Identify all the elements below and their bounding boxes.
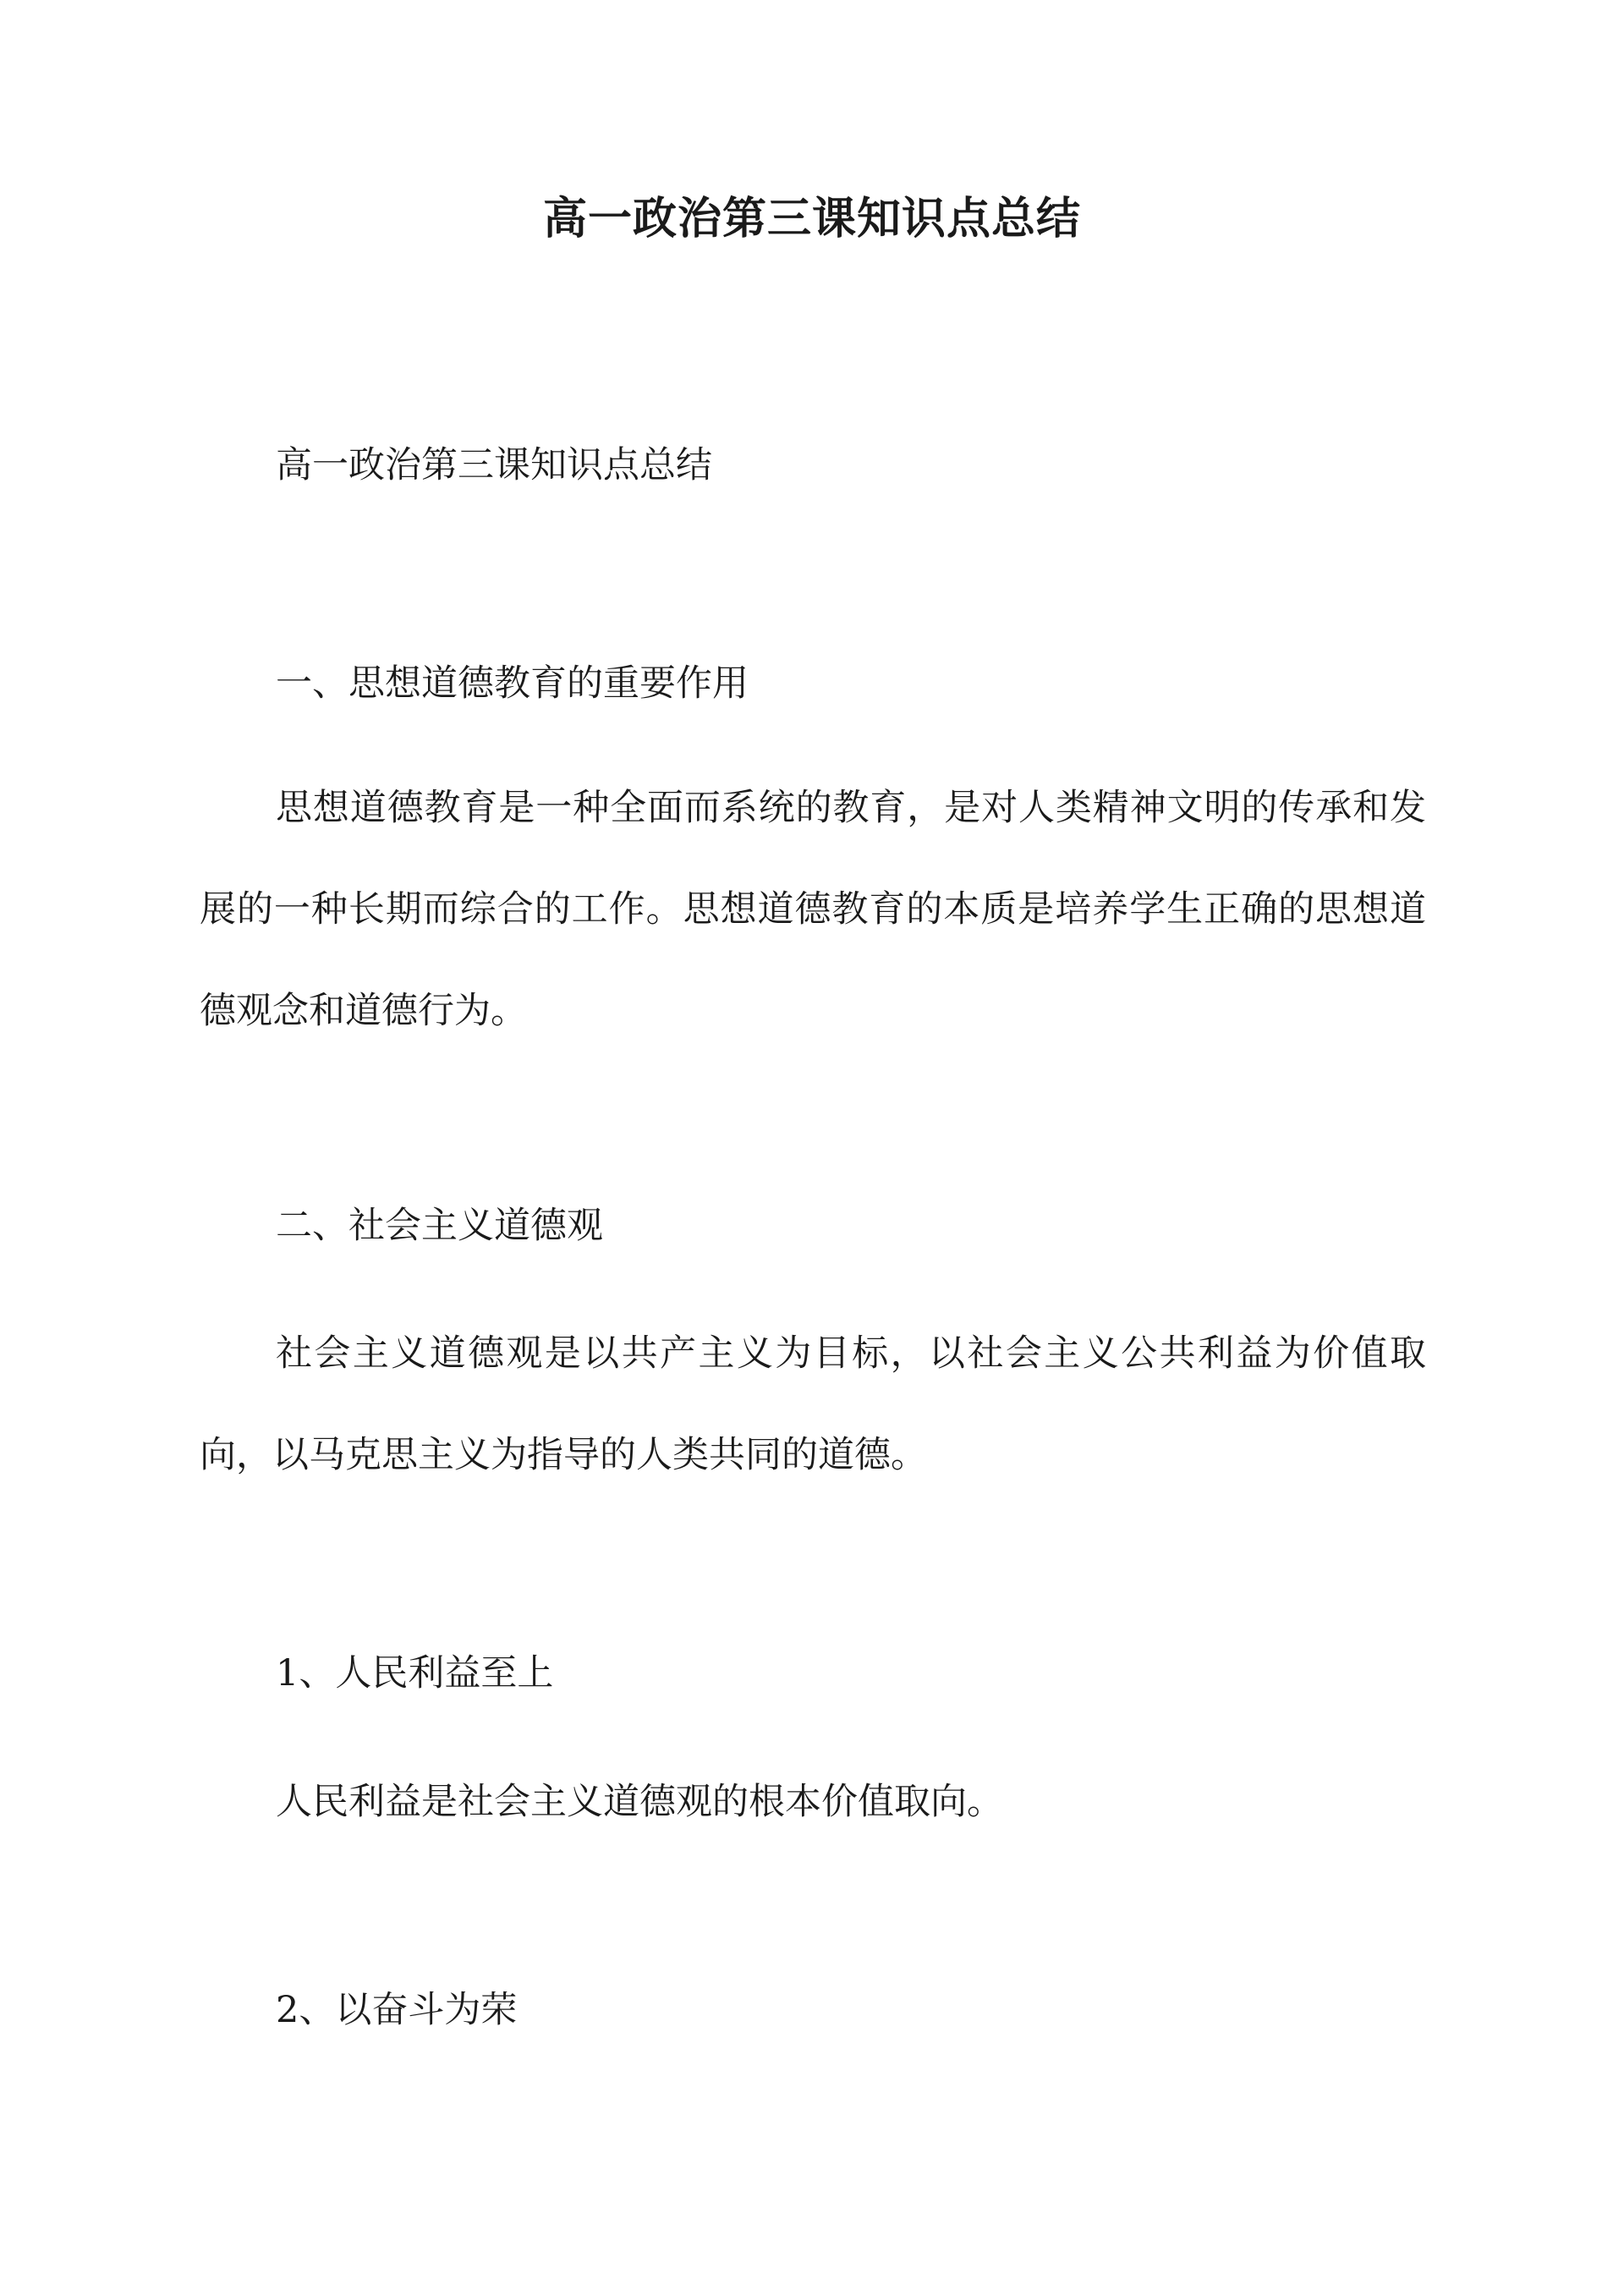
subsection-heading: 2、以奋斗为荣 bbox=[276, 1989, 518, 2031]
section-heading: 一、思想道德教育的重要作用 bbox=[276, 662, 749, 705]
document-subtitle: 高一政治第三课知识点总结 bbox=[276, 444, 712, 486]
section-paragraph: 社会主义道德观是以共产主义为目标，以社会主义公共利益为价值取向，以马克思主义为指导的人类共同的道德。 bbox=[200, 1332, 1426, 1476]
subsection-paragraph: 人民利益是社会主义道德观的根本价值取向。 bbox=[276, 1781, 1003, 1823]
section-heading: 二、社会主义道德观 bbox=[276, 1205, 603, 1247]
document-title: 高一政治第三课知识点总结 bbox=[542, 193, 1081, 244]
section-paragraph: 思想道德教育是一种全面而系统的教育，是对人类精神文明的传承和发展的一种长期而综合的工作。思想道德教育的本质是培养学生正确的思想道德观念和道德行为。 bbox=[200, 787, 1426, 1032]
subsection-heading: 1、人民利益至上 bbox=[276, 1652, 554, 1695]
